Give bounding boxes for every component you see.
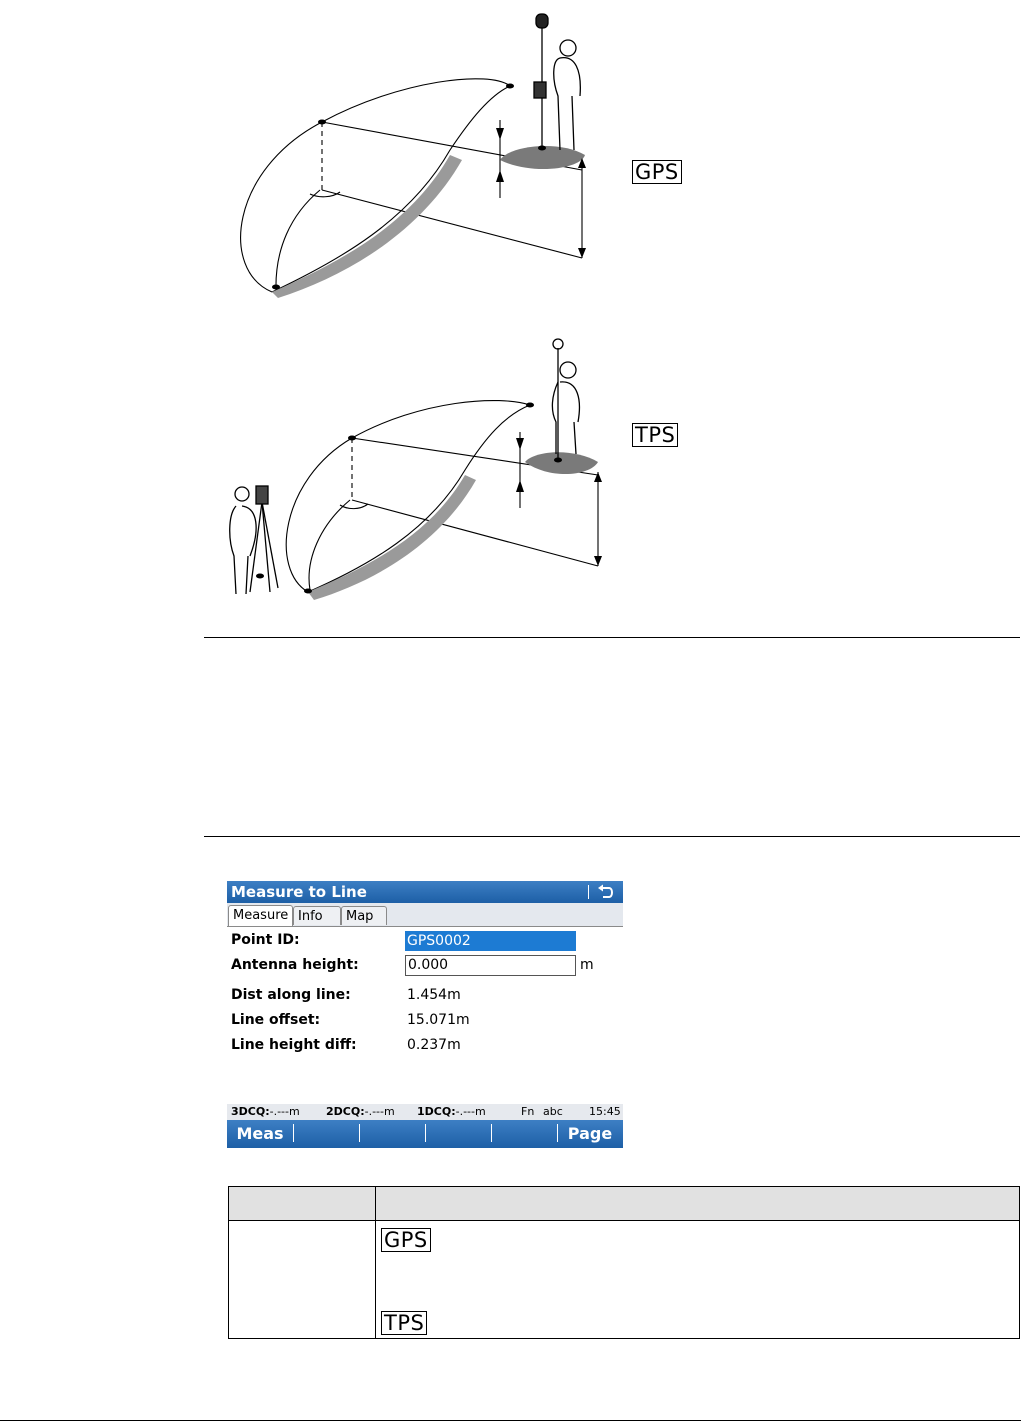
- point-id-label: Point ID:: [231, 932, 300, 948]
- section-divider: [204, 836, 1020, 837]
- section-divider: [204, 637, 1020, 638]
- tab-info[interactable]: Info: [293, 906, 341, 925]
- measure-to-line-screen: [227, 881, 623, 1148]
- line-height-diff-label: Line height diff:: [231, 1037, 357, 1053]
- softkey-5[interactable]: [491, 1120, 557, 1148]
- table-column-divider: [375, 1187, 376, 1338]
- input-mode-indicator: abc: [543, 1105, 563, 1118]
- dist-along-line-label: Dist along line:: [231, 987, 351, 1003]
- softkey-bar: [227, 1120, 623, 1148]
- status-bar: [227, 1104, 623, 1120]
- page-softkey[interactable]: Page: [567, 1124, 613, 1143]
- softkey-2[interactable]: [293, 1120, 359, 1148]
- fn-indicator: Fn: [521, 1105, 535, 1118]
- antenna-height-input[interactable]: 0.000: [405, 955, 576, 976]
- antenna-height-label: Antenna height:: [231, 957, 359, 973]
- title-bar: [227, 881, 623, 903]
- table-tps-label: TPS: [381, 1311, 427, 1335]
- line-height-diff-value: 0.237m: [407, 1037, 461, 1053]
- title-separator: [588, 885, 589, 899]
- tps-label: TPS: [632, 423, 678, 447]
- tab-strip: [227, 903, 623, 927]
- gps-label: GPS: [632, 160, 682, 184]
- softkey-3[interactable]: [359, 1120, 425, 1148]
- softkey-4[interactable]: [425, 1120, 491, 1148]
- antenna-height-unit: m: [580, 957, 594, 973]
- back-arrow-icon[interactable]: [597, 884, 615, 900]
- line-offset-value: 15.071m: [407, 1012, 470, 1028]
- table-gps-label: GPS: [381, 1228, 431, 1252]
- 1d-quality-status: 1DCQ:-.---m: [417, 1105, 486, 1118]
- tab-map[interactable]: Map: [341, 906, 387, 925]
- 2d-quality-status: 2DCQ:-.---m: [326, 1105, 395, 1118]
- table-header: [229, 1187, 1019, 1221]
- meas-softkey[interactable]: Meas: [236, 1124, 284, 1143]
- dist-along-line-value: 1.454m: [407, 987, 461, 1003]
- gps-illustration: [200, 0, 620, 310]
- clock: 15:45: [589, 1105, 621, 1118]
- line-offset-label: Line offset:: [231, 1012, 321, 1028]
- description-table: [228, 1186, 1020, 1339]
- point-id-input[interactable]: GPS0002: [405, 931, 576, 951]
- screen-title: Measure to Line: [231, 883, 367, 901]
- tps-illustration: [200, 330, 620, 610]
- 3d-quality-status: 3DCQ:-.---m: [231, 1105, 300, 1118]
- tab-measure[interactable]: Measure: [228, 905, 293, 926]
